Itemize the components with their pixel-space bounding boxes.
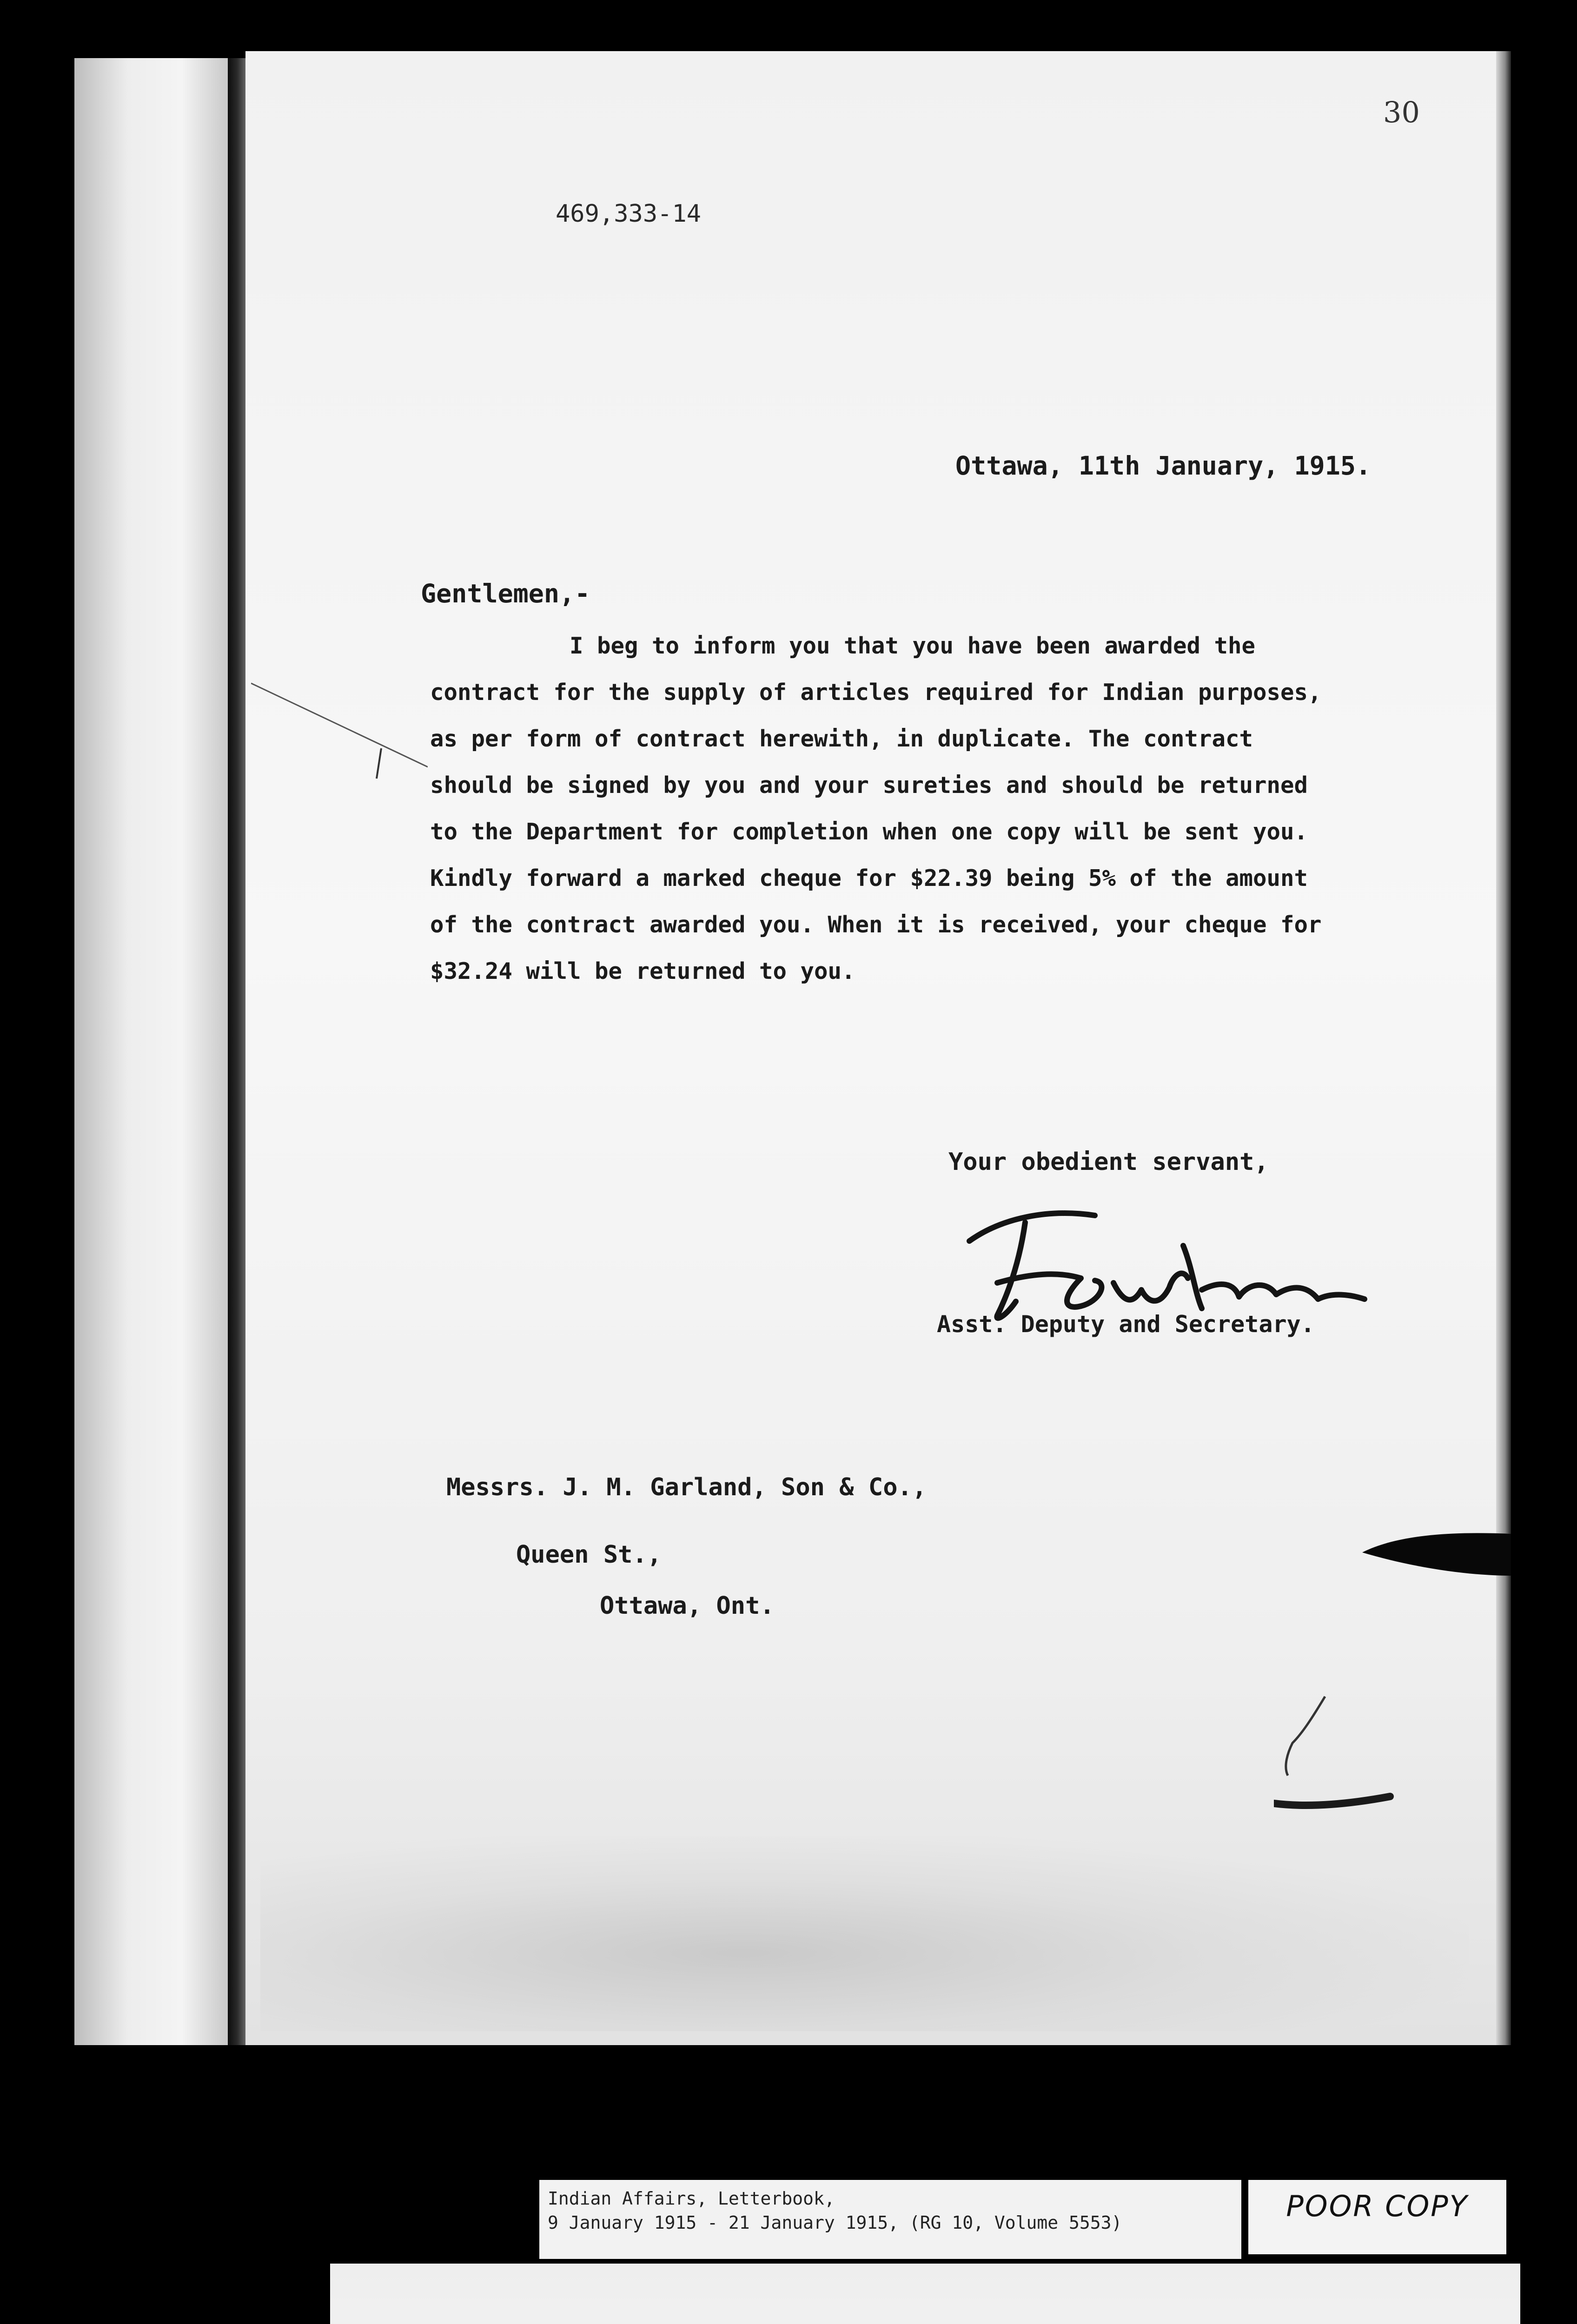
page-number: 30 bbox=[1383, 95, 1420, 129]
date-line: Ottawa, 11th January, 1915. bbox=[955, 451, 1372, 481]
source-line: 9 January 1915 - 21 January 1915, (RG 10, Volume 5553) bbox=[548, 2212, 1122, 2233]
quality-note-label bbox=[1248, 2180, 1506, 2254]
dark-shadow-mark bbox=[1362, 1525, 1511, 1585]
letter-body bbox=[430, 623, 1397, 995]
stray-pen-line bbox=[251, 679, 428, 781]
body-line: contract for the supply of articles required for Indian purposes, bbox=[430, 679, 1322, 706]
body-line: Kindly forward a marked cheque for $22.39 being 5% of the amount bbox=[430, 865, 1308, 891]
page-edge bbox=[1496, 51, 1511, 2045]
source-citation-label bbox=[539, 2180, 1241, 2259]
pencil-mark bbox=[1274, 1692, 1423, 1831]
addressee-line: Messrs. J. M. Garland, Son & Co., bbox=[446, 1473, 927, 1501]
addressee-line: Queen St., bbox=[516, 1541, 662, 1569]
body-line: to the Department for completion when one copy will be sent you. bbox=[430, 819, 1308, 845]
source-line: Indian Affairs, Letterbook, bbox=[548, 2188, 835, 2209]
previous-page-edge bbox=[74, 58, 228, 2045]
binding-shadow bbox=[228, 58, 246, 2045]
body-line: I beg to inform you that you have been awarded the bbox=[570, 633, 1256, 659]
body-line: of the contract awarded you. When it is received, your cheque for bbox=[430, 911, 1322, 938]
body-line: should be signed by you and your sureties and should be returned bbox=[430, 772, 1308, 799]
page-smudge bbox=[260, 1836, 1469, 2031]
closing: Your obedient servant, bbox=[948, 1148, 1269, 1176]
body-line: $32.24 will be returned to you. bbox=[430, 958, 855, 984]
body-line: as per form of contract herewith, in duplicate. The contract bbox=[430, 726, 1253, 752]
addressee-line: Ottawa, Ont. bbox=[600, 1592, 775, 1620]
signer-title: Asst. Deputy and Secretary. bbox=[937, 1311, 1315, 1338]
file-reference: 469,333-14 bbox=[556, 200, 702, 228]
salutation: Gentlemen,- bbox=[421, 579, 590, 608]
archives-card bbox=[330, 2264, 1520, 2324]
quality-note: POOR COPY bbox=[1286, 2189, 1469, 2223]
